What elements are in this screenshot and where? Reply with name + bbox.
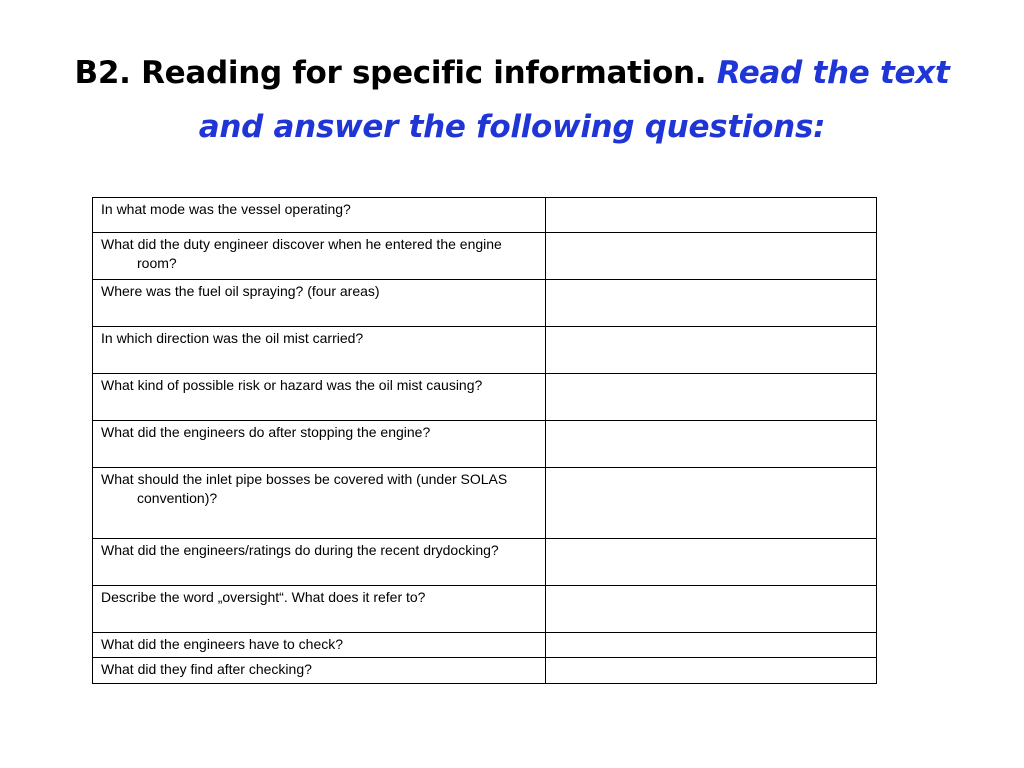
- answer-cell[interactable]: [546, 658, 877, 684]
- table-row: [93, 198, 877, 233]
- table-row: [93, 421, 877, 468]
- title-heading: B2. Reading for specific information.: [74, 55, 707, 91]
- question-cell: Describe the word „oversight“. What does it refer to?: [93, 586, 546, 633]
- question-cell: What did the engineers have to check?: [93, 633, 546, 658]
- answer-cell[interactable]: [546, 280, 877, 327]
- table-row: [93, 539, 877, 586]
- table-row: [93, 280, 877, 327]
- answer-cell[interactable]: [546, 421, 877, 468]
- table-row: [93, 586, 877, 633]
- answer-cell[interactable]: [546, 633, 877, 658]
- answer-cell[interactable]: [546, 468, 877, 539]
- table-row: [93, 327, 877, 374]
- question-cell: In which direction was the oil mist carried?: [93, 327, 546, 374]
- question-cell: What did the engineers do after stopping the engine?: [93, 421, 546, 468]
- questions-table: [92, 197, 877, 684]
- table-row: [93, 633, 877, 658]
- table-row: [93, 233, 877, 280]
- answer-cell[interactable]: [546, 586, 877, 633]
- question-cell: Where was the fuel oil spraying? (four areas): [93, 280, 546, 327]
- question-cell: What did the engineers/ratings do during the recent drydocking?: [93, 539, 546, 586]
- answer-cell[interactable]: [546, 233, 877, 280]
- table-row: [93, 658, 877, 684]
- question-cell: What did they find after checking?: [93, 658, 546, 684]
- question-cell: What should the inlet pipe bosses be covered with (under SOLAS convention)?: [93, 468, 546, 539]
- slide-title: [60, 46, 964, 154]
- answer-cell[interactable]: [546, 539, 877, 586]
- title-instruction: Read the text and answer the following questions:: [198, 55, 950, 145]
- answer-cell[interactable]: [546, 374, 877, 421]
- question-cell: What did the duty engineer discover when he entered the engine room?: [93, 233, 546, 280]
- question-cell: In what mode was the vessel operating?: [93, 198, 546, 233]
- question-cell: What kind of possible risk or hazard was the oil mist causing?: [93, 374, 546, 421]
- answer-cell[interactable]: [546, 198, 877, 233]
- answer-cell[interactable]: [546, 327, 877, 374]
- table-row: [93, 374, 877, 421]
- table-row: [93, 468, 877, 539]
